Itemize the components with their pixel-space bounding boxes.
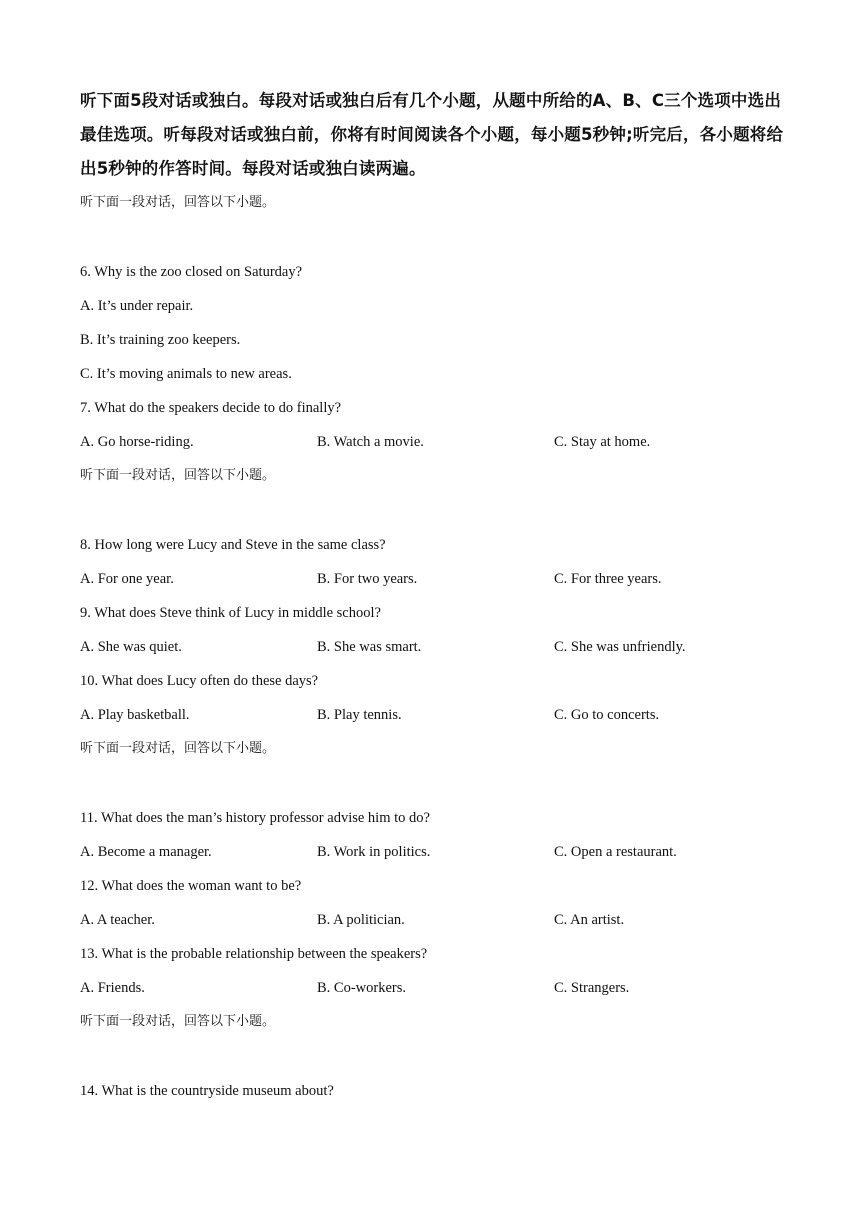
question-list — [80, 186, 796, 1108]
listening-prompt: 听下面一段对话，回答以下小题。 — [80, 741, 276, 756]
answer-option: B. She was smart. — [317, 639, 422, 655]
answer-option: A. She was quiet. — [80, 639, 182, 655]
answer-options-row — [80, 903, 796, 937]
spacer — [80, 1039, 796, 1074]
question-text: 11. What does the man’s history professor advise him to do? — [80, 810, 430, 826]
question-text: 8. How long were Lucy and Steve in the same class? — [80, 537, 386, 553]
answer-option: C. She was unfriendly. — [554, 639, 686, 655]
section-instructions: 听下面5段对话或独白。每段对话或独白后有几个小题，从题中所给的A、B、C三个选项中选出最佳选项。听每段对话或独白前，你将有时间阅读各个小题，每小题5秒钟;听完后，各小题将给出5秒钟的作答时间。每段对话或独白读两遍。 — [80, 91, 784, 178]
answer-option: A. It’s under repair. — [80, 298, 194, 314]
exam-page — [80, 84, 796, 1108]
question-text: 7. What do the speakers decide to do finally? — [80, 400, 342, 416]
answer-option: C. For three years. — [554, 571, 662, 587]
question-text: 6. Why is the zoo closed on Saturday? — [80, 264, 303, 280]
answer-option: C. Go to concerts. — [554, 707, 660, 723]
answer-option: C. It’s moving animals to new areas. — [80, 366, 292, 382]
question-text: 13. What is the probable relationship between the speakers? — [80, 946, 428, 962]
answer-option: B. For two years. — [317, 571, 418, 587]
answer-option: A. Go horse-riding. — [80, 434, 194, 450]
listening-prompt: 听下面一段对话，回答以下小题。 — [80, 468, 276, 483]
question-text: 14. What is the countryside museum about? — [80, 1083, 334, 1099]
listening-prompt: 听下面一段对话，回答以下小题。 — [80, 195, 276, 210]
answer-options-row — [80, 971, 796, 1005]
answer-options-row — [80, 835, 796, 869]
question-text: 9. What does Steve think of Lucy in middle school? — [80, 605, 381, 621]
answer-options-row — [80, 425, 796, 459]
answer-option: B. Watch a movie. — [317, 434, 424, 450]
answer-option: A. Play basketball. — [80, 707, 190, 723]
listening-prompt: 听下面一段对话，回答以下小题。 — [80, 1014, 276, 1029]
answer-option: A. For one year. — [80, 571, 174, 587]
answer-options-row — [80, 562, 796, 596]
answer-options-row — [80, 698, 796, 732]
spacer — [80, 493, 796, 528]
answer-option: B. Play tennis. — [317, 707, 402, 723]
question-text: 10. What does Lucy often do these days? — [80, 673, 319, 689]
answer-options-row — [80, 630, 796, 664]
answer-option: B. It’s training zoo keepers. — [80, 332, 241, 348]
answer-option: B. Co-workers. — [317, 980, 407, 996]
answer-option: A. Become a manager. — [80, 844, 212, 860]
spacer — [80, 766, 796, 801]
answer-option: B. A politician. — [317, 912, 405, 928]
answer-option: A. Friends. — [80, 980, 145, 996]
answer-option: C. An artist. — [554, 912, 625, 928]
answer-option: C. Strangers. — [554, 980, 630, 996]
answer-option: C. Stay at home. — [554, 434, 651, 450]
answer-option: C. Open a restaurant. — [554, 844, 677, 860]
question-text: 12. What does the woman want to be? — [80, 878, 302, 894]
answer-option: A. A teacher. — [80, 912, 155, 928]
spacer — [80, 220, 796, 255]
answer-option: B. Work in politics. — [317, 844, 431, 860]
